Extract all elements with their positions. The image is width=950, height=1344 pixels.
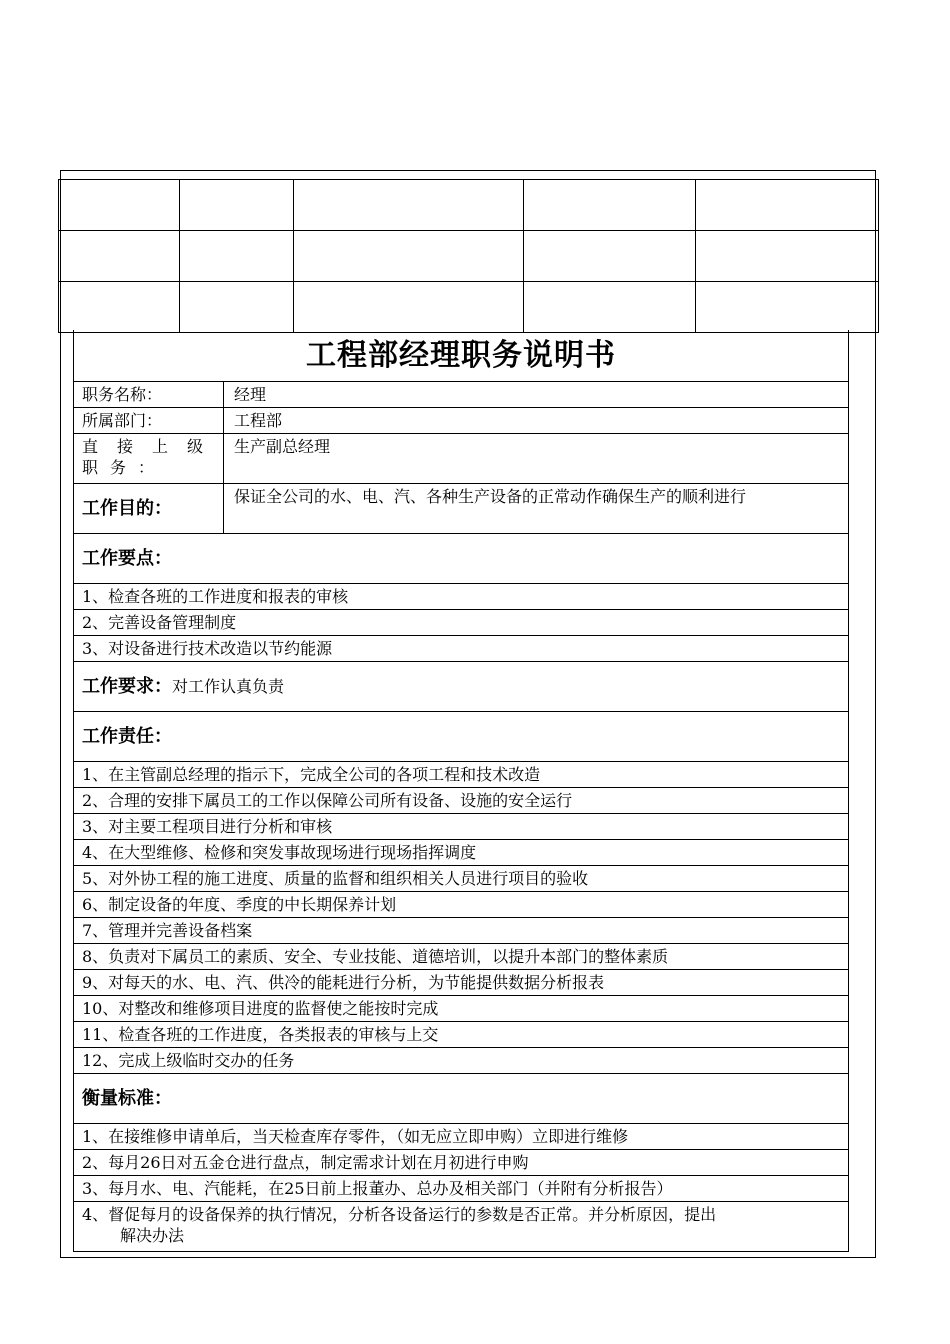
section-label: 衡量标准： xyxy=(82,1088,172,1109)
header-grid-cell xyxy=(696,231,879,282)
list-item xyxy=(73,1202,849,1252)
field-row-position xyxy=(73,382,849,408)
section-label: 工作要求： xyxy=(82,676,172,697)
header-grid xyxy=(58,179,879,333)
standards-heading xyxy=(73,1074,849,1124)
list-item: 3、对主要工程项目进行分析和审核 xyxy=(73,814,849,840)
purpose-label: 工作目的： xyxy=(74,484,224,533)
field-row-supervisor xyxy=(73,434,849,484)
requirements-value: 对工作认真负责 xyxy=(172,677,285,696)
header-grid-row xyxy=(59,180,879,231)
list-item: 3、对设备进行技术改造以节约能源 xyxy=(73,636,849,662)
list-item: 9、对每天的水、电、汽、供冷的能耗进行分析，为节能提供数据分析报表 xyxy=(73,970,849,996)
header-grid-cell xyxy=(180,282,294,333)
list-item: 2、每月26日对五金仓进行盘点，制定需求计划在月初进行申购 xyxy=(73,1150,849,1176)
field-label: 直接上级职务： xyxy=(74,434,224,483)
job-description-table xyxy=(73,330,849,1252)
list-item: 7、管理并完善设备档案 xyxy=(73,918,849,944)
header-grid-cell xyxy=(294,180,524,231)
list-item: 6、制定设备的年度、季度的中长期保养计划 xyxy=(73,892,849,918)
section-label: 工作责任： xyxy=(82,726,172,747)
requirements-row xyxy=(73,662,849,712)
list-item: 3、每月水、电、汽能耗，在25日前上报董办、总办及相关部门（并附有分析报告） xyxy=(73,1176,849,1202)
field-row-department xyxy=(73,408,849,434)
list-item: 4、在大型维修、检修和突发事故现场进行现场指挥调度 xyxy=(73,840,849,866)
header-grid-cell xyxy=(524,180,696,231)
list-item: 5、对外协工程的施工进度、质量的监督和组织相关人员进行项目的验收 xyxy=(73,866,849,892)
responsibilities-heading xyxy=(73,712,849,762)
purpose-row xyxy=(73,484,849,534)
list-item: 1、在主管副总经理的指示下，完成全公司的各项工程和技术改造 xyxy=(73,762,849,788)
header-grid-cell xyxy=(696,180,879,231)
header-grid-cell xyxy=(59,282,180,333)
header-grid-cell xyxy=(524,231,696,282)
field-label: 所属部门： xyxy=(74,408,224,433)
list-item: 8、负责对下属员工的素质、安全、专业技能、道德培训，以提升本部门的整体素质 xyxy=(73,944,849,970)
key-points-heading xyxy=(73,534,849,584)
header-grid-cell xyxy=(59,180,180,231)
field-value: 工程部 xyxy=(234,411,283,430)
header-grid-cell xyxy=(180,180,294,231)
list-item-line: 解决办法 xyxy=(120,1226,185,1245)
document-title: 工程部经理职务说明书 xyxy=(73,330,849,382)
list-item: 1、检查各班的工作进度和报表的审核 xyxy=(73,584,849,610)
list-item: 2、合理的安排下属员工的工作以保障公司所有设备、设施的安全运行 xyxy=(73,788,849,814)
section-label: 工作要点： xyxy=(82,548,172,569)
header-grid-cell xyxy=(696,282,879,333)
header-grid-cell xyxy=(180,231,294,282)
list-item: 1、在接维修申请单后，当天检查库存零件，（如无应立即申购）立即进行维修 xyxy=(73,1124,849,1150)
header-grid-cell xyxy=(294,282,524,333)
list-item: 11、检查各班的工作进度，各类报表的审核与上交 xyxy=(73,1022,849,1048)
header-grid-cell xyxy=(524,282,696,333)
header-grid-cell xyxy=(59,231,180,282)
list-item-line: 4、督促每月的设备保养的执行情况，分析各设备运行的参数是否正常。并分析原因，提出 xyxy=(82,1205,717,1224)
list-item: 2、完善设备管理制度 xyxy=(73,610,849,636)
list-item: 12、完成上级临时交办的任务 xyxy=(73,1048,849,1074)
header-grid-row xyxy=(59,231,879,282)
field-value: 生产副总经理 xyxy=(234,437,331,456)
purpose-value: 保证全公司的水、电、汽、各种生产设备的正常动作确保生产的顺利进行 xyxy=(234,487,747,506)
header-grid-row xyxy=(59,282,879,333)
list-item: 10、对整改和维修项目进度的监督使之能按时完成 xyxy=(73,996,849,1022)
field-value: 经理 xyxy=(234,385,267,404)
header-grid-cell xyxy=(294,231,524,282)
field-label: 职务名称： xyxy=(74,382,224,407)
